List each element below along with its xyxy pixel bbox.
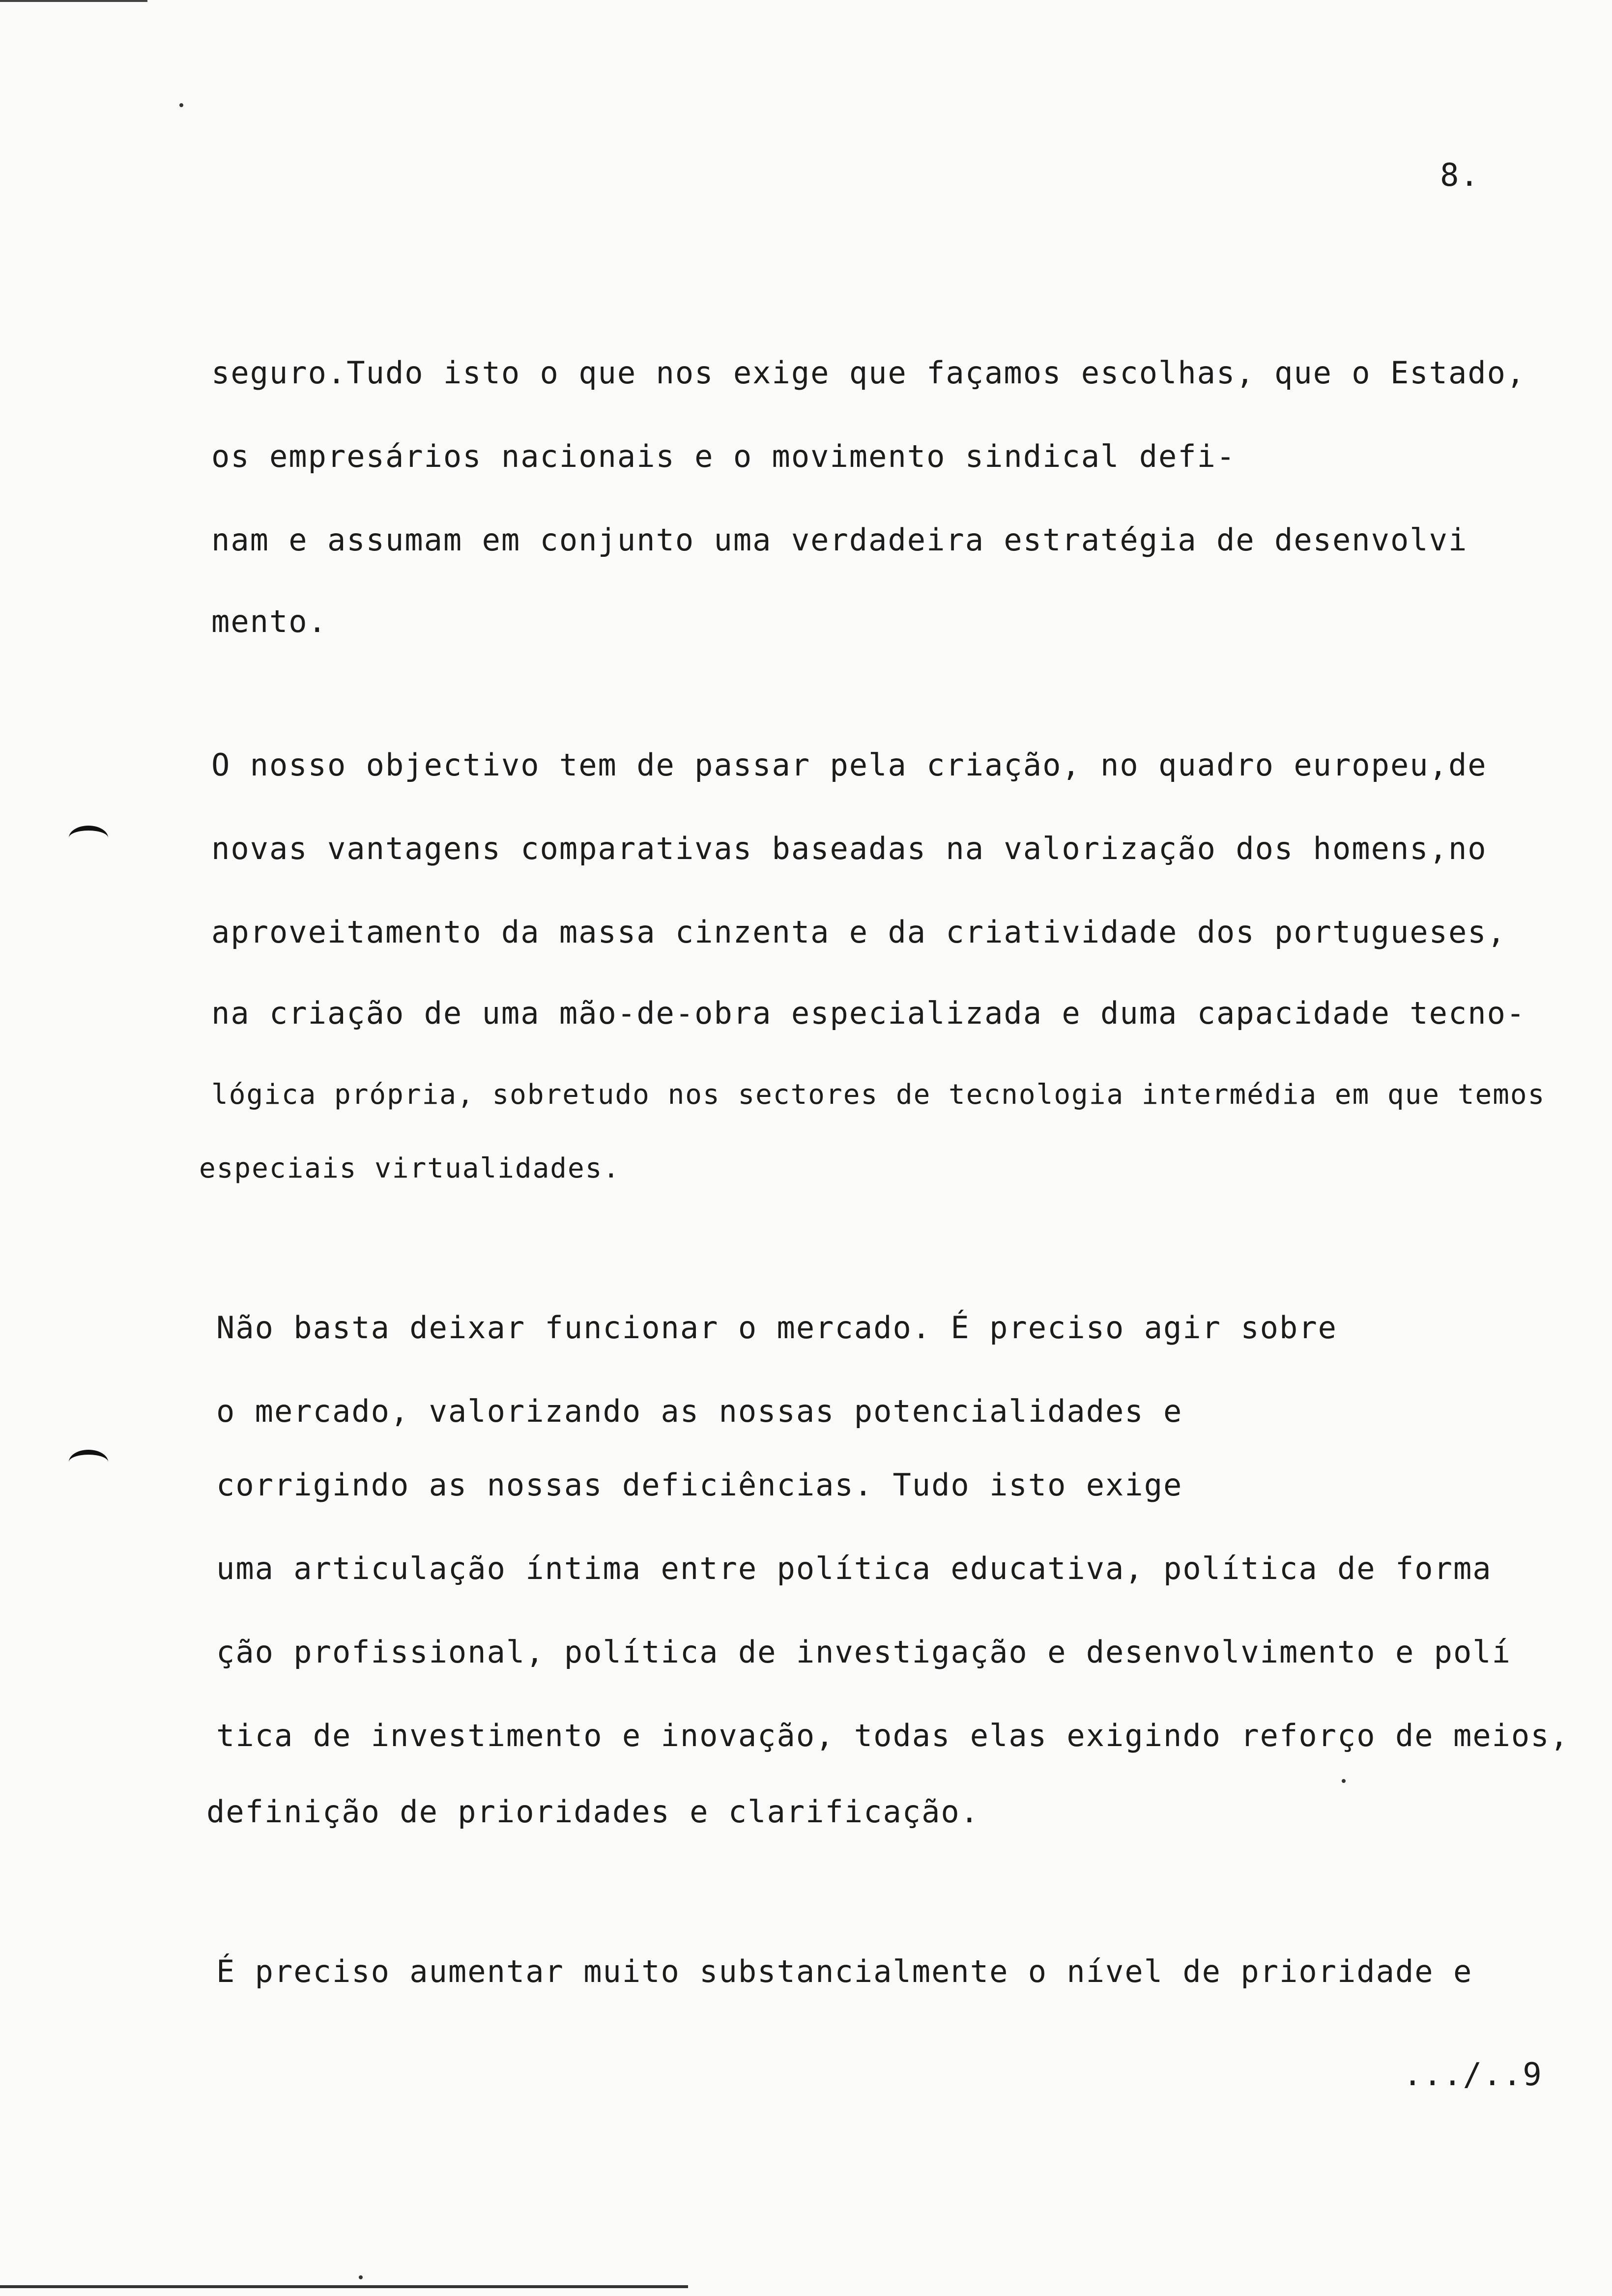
paragraph-1-line-1: seguro.Tudo isto o que nos exige que façamos escolhas, que o Estado, (211, 355, 1526, 391)
paragraph-4-line-1: É preciso aumentar muito substancialmente o nível de prioridade e (216, 1953, 1473, 1989)
paragraph-2-line-3: aproveitamento da massa cinzenta e da criatividade dos portugueses, (211, 914, 1506, 950)
continuation-marker: .../..9 (1403, 2057, 1543, 2093)
paragraph-1-line-2: os empresários nacionais e o movimento sindical defi- (211, 438, 1236, 474)
paragraph-3-line-6: tica de investimento e inovação, todas elas exigindo reforço de meios, (216, 1718, 1569, 1753)
speck (179, 103, 183, 107)
margin-arc-mark (69, 1450, 108, 1474)
paragraph-1-line-4: mento. (211, 603, 327, 639)
paragraph-2-line-5: lógica própria, sobretudo nos sectores de tecnologia intermédia em que temos (211, 1079, 1546, 1111)
margin-arc-mark (69, 826, 108, 850)
paragraph-3-line-4: uma articulação íntima entre política educativa, política de forma (216, 1550, 1492, 1586)
paragraph-3-line-3: corrigindo as nossas deficiências. Tudo isto exige (216, 1467, 1183, 1503)
paragraph-2-line-2: novas vantagens comparativas baseadas na valorização dos homens,no (211, 831, 1487, 866)
paragraph-3-line-7: definição de prioridades e clarificação. (206, 1794, 980, 1830)
paragraph-2-line-6: especiais virtualidades. (199, 1152, 621, 1184)
paragraph-2-line-4: na criação de uma mão-de-obra especializada e duma capacidade tecno- (211, 995, 1526, 1031)
paragraph-1-line-3: nam e assumam em conjunto uma verdadeira estratégia de desenvolvi (211, 522, 1468, 558)
speck (1342, 1779, 1346, 1783)
bottom-edge-line (0, 2285, 688, 2288)
page-number: 8. (1440, 157, 1480, 194)
paragraph-2-line-1: O nosso objectivo tem de passar pela criação, no quadro europeu,de (211, 747, 1487, 783)
paragraph-3-line-1: Não basta deixar funcionar o mercado. É preciso agir sobre (216, 1310, 1337, 1346)
paragraph-3-line-5: ção profissional, política de investigação e desenvolvimento e polí (216, 1634, 1511, 1670)
speck (359, 2275, 363, 2279)
top-edge-line (0, 0, 147, 2)
paragraph-3-line-2: o mercado, valorizando as nossas potencialidades e (216, 1393, 1183, 1429)
